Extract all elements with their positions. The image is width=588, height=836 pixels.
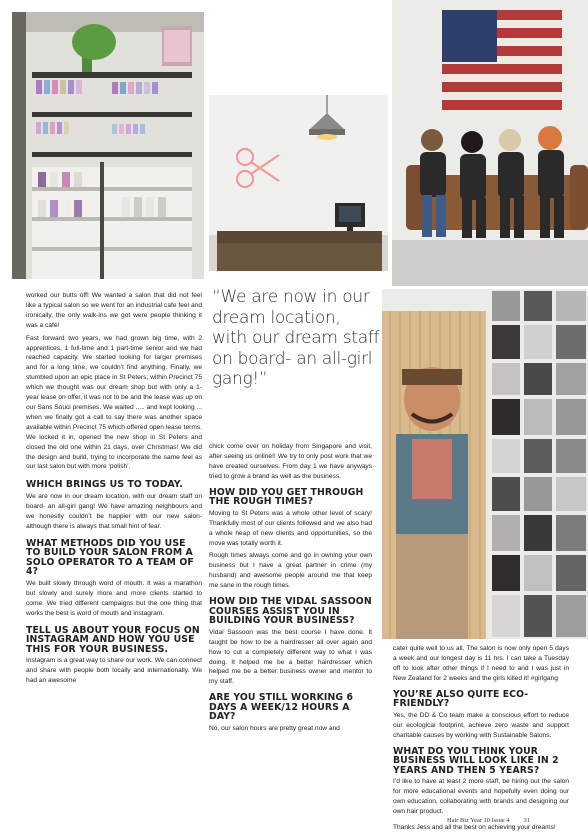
col3-heading-1: YOU’RE ALSO QUITE ECO-FRIENDLY? bbox=[393, 688, 529, 710]
magazine-issue-label: Hair Biz Year 10 Issue 4 bbox=[447, 817, 510, 824]
col2-paragraph-1: chick come over on holiday from Singapore and visit, after seeing us online!! We try to only post work that we have created ourselves. From day 1 we have anyways tried to grow a brand as well as the business. bbox=[209, 443, 372, 480]
col2-paragraph-4: Vidal Sassoon was the best course I have done. It taught be how to be a hairdresser all over again and how to cut a completely different way to what I was doing. It helped me be a better hairdresser which helped me be a better business owner and mentor to my staff. bbox=[209, 628, 372, 686]
page-number: 31 bbox=[523, 817, 530, 824]
page-footer bbox=[447, 817, 530, 824]
salon-interior-illustration bbox=[12, 12, 204, 279]
col1-paragraph-5: Instagram is a great way to share our work. We can connect and share with people both locally and internationally. We had an awesome bbox=[26, 657, 202, 685]
col2-heading-1: HOW DID YOU GET THROUGH THE ROUGH TIMES? bbox=[209, 486, 364, 508]
col3-paragraph-2: Yes, the DD & Co team make a conscious effort to reduce our ecological footprint, achieve zero waste and support charitable causes by working with Sustainable Salons. bbox=[393, 711, 569, 739]
col1-paragraph-2: Fast forward two years, we had grown big time, with 2 apprentices, 1 full-time and 1 part-time senior and we had reached capacity. We started looking for larger premises and for a long time, we couldn’t find anything. Finally, we stumbled upon an epic place in St Peters, within Precinct 75 which we thought was our dream shop but with only a 1-year lease on offer, it was not to be and the lease was up on our Sans Souci premises. We waited ..... and kept looking ... when we finally got a call to say there was another space available within Precinct 75 which offered open lease terms. We locked it in, opened the new shop in St Peters and closed the old one within 21 days, over Christmas! We did the design and build, trying to incorporate the same feel as our last salon but with more ‘polish’. bbox=[26, 334, 202, 471]
col3-paragraph-3: I’d like to have at least 2 more staff, be hiring out the salon for more educational events and hopefully even doing our own education, collaborating with brands and designing our own hair product. bbox=[393, 778, 569, 816]
col2-heading-2: HOW DID THE VIDAL SASSOON COURSES ASSIST YOU IN BUILDING YOUR BUSINESS? bbox=[209, 596, 372, 627]
col1-paragraph-3: We are now in our dream location, with our dream staff on board- an all-girl gang! We have amazing neighbours and we honestly couldn’t be happier with our new salon- although there is always that small hint of fear. bbox=[26, 492, 202, 530]
mural-collage-photo bbox=[382, 289, 588, 639]
col3-paragraph-1: cater quite well to us all. The salon is now only open 5 days a week and our longest day is 11 hrs. I can take a Tuesday off to look after other things if I need to and I was just in New Zealand for 2 weeks and the girls killed it! #girlgang bbox=[393, 645, 569, 682]
team-on-sofa-illustration bbox=[392, 0, 588, 286]
col1-heading-3: TELL US ABOUT YOUR FOCUS ON INSTAGRAM AND HOW YOU USE THIS FOR YOUR BUSINESS. bbox=[26, 624, 200, 655]
team-on-sofa-photo bbox=[392, 0, 588, 286]
col2-heading-3: ARE YOU STILL WORKING 6 DAYS A WEEK/12 HOURS A DAY? bbox=[209, 692, 354, 723]
col2-paragraph-2: Moving to St Peters was a whole other level of scary! Thankfully most of our clients followed and we also had a whole heap of new clients and opportunities, so the move was totally worth it. bbox=[209, 509, 372, 547]
col3-heading-2: WHAT DO YOU THINK YOUR BUSINESS WILL LOOK LIKE IN 2 YEARS AND THEN 5 YEARS? bbox=[393, 745, 559, 776]
col1-paragraph-4: We built slowly through word of mouth. It was a marathon but slowly and surely more and more clients started to come. We tried different campaigns but the one thing that works the best is word of mouth and instagram. bbox=[26, 579, 202, 617]
column-2 bbox=[209, 442, 372, 737]
mural-collage-illustration bbox=[382, 289, 588, 639]
column-1 bbox=[26, 291, 202, 689]
col1-paragraph-1: worked our butts off! We wanted a salon that did not feel like a typical salon so we went for an industrial cafe feel and ironically, the only walk-ins we got were people thinking it was a café! bbox=[26, 292, 202, 329]
col2-paragraph-3: Rough times always come and go in owning your own business but I have a great partner in crime (my husband) and awesome people around me that keep me sane in the rough times. bbox=[209, 552, 372, 590]
salon-interior-photo bbox=[12, 12, 204, 279]
pull-quote: “We are now in our dream location, with our dream staff on board- an all-girl gang!” bbox=[212, 287, 380, 389]
col2-paragraph-5: No, our salon hours are pretty great now and bbox=[209, 725, 340, 733]
col1-heading-2: WHAT METHODS DID YOU USE TO BUILD YOUR SALON FROM A SOLO OPERATOR TO A TEAM OF 4? bbox=[26, 537, 194, 578]
column-3 bbox=[393, 644, 569, 836]
neon-scissors-photo bbox=[209, 95, 388, 271]
neon-scissors-illustration bbox=[209, 95, 388, 271]
col1-heading-1: WHICH BRINGS US TO TODAY. bbox=[26, 479, 183, 491]
col3-paragraph-4: Thanks Jess and all the best on achieving your dreams! bbox=[393, 823, 556, 831]
